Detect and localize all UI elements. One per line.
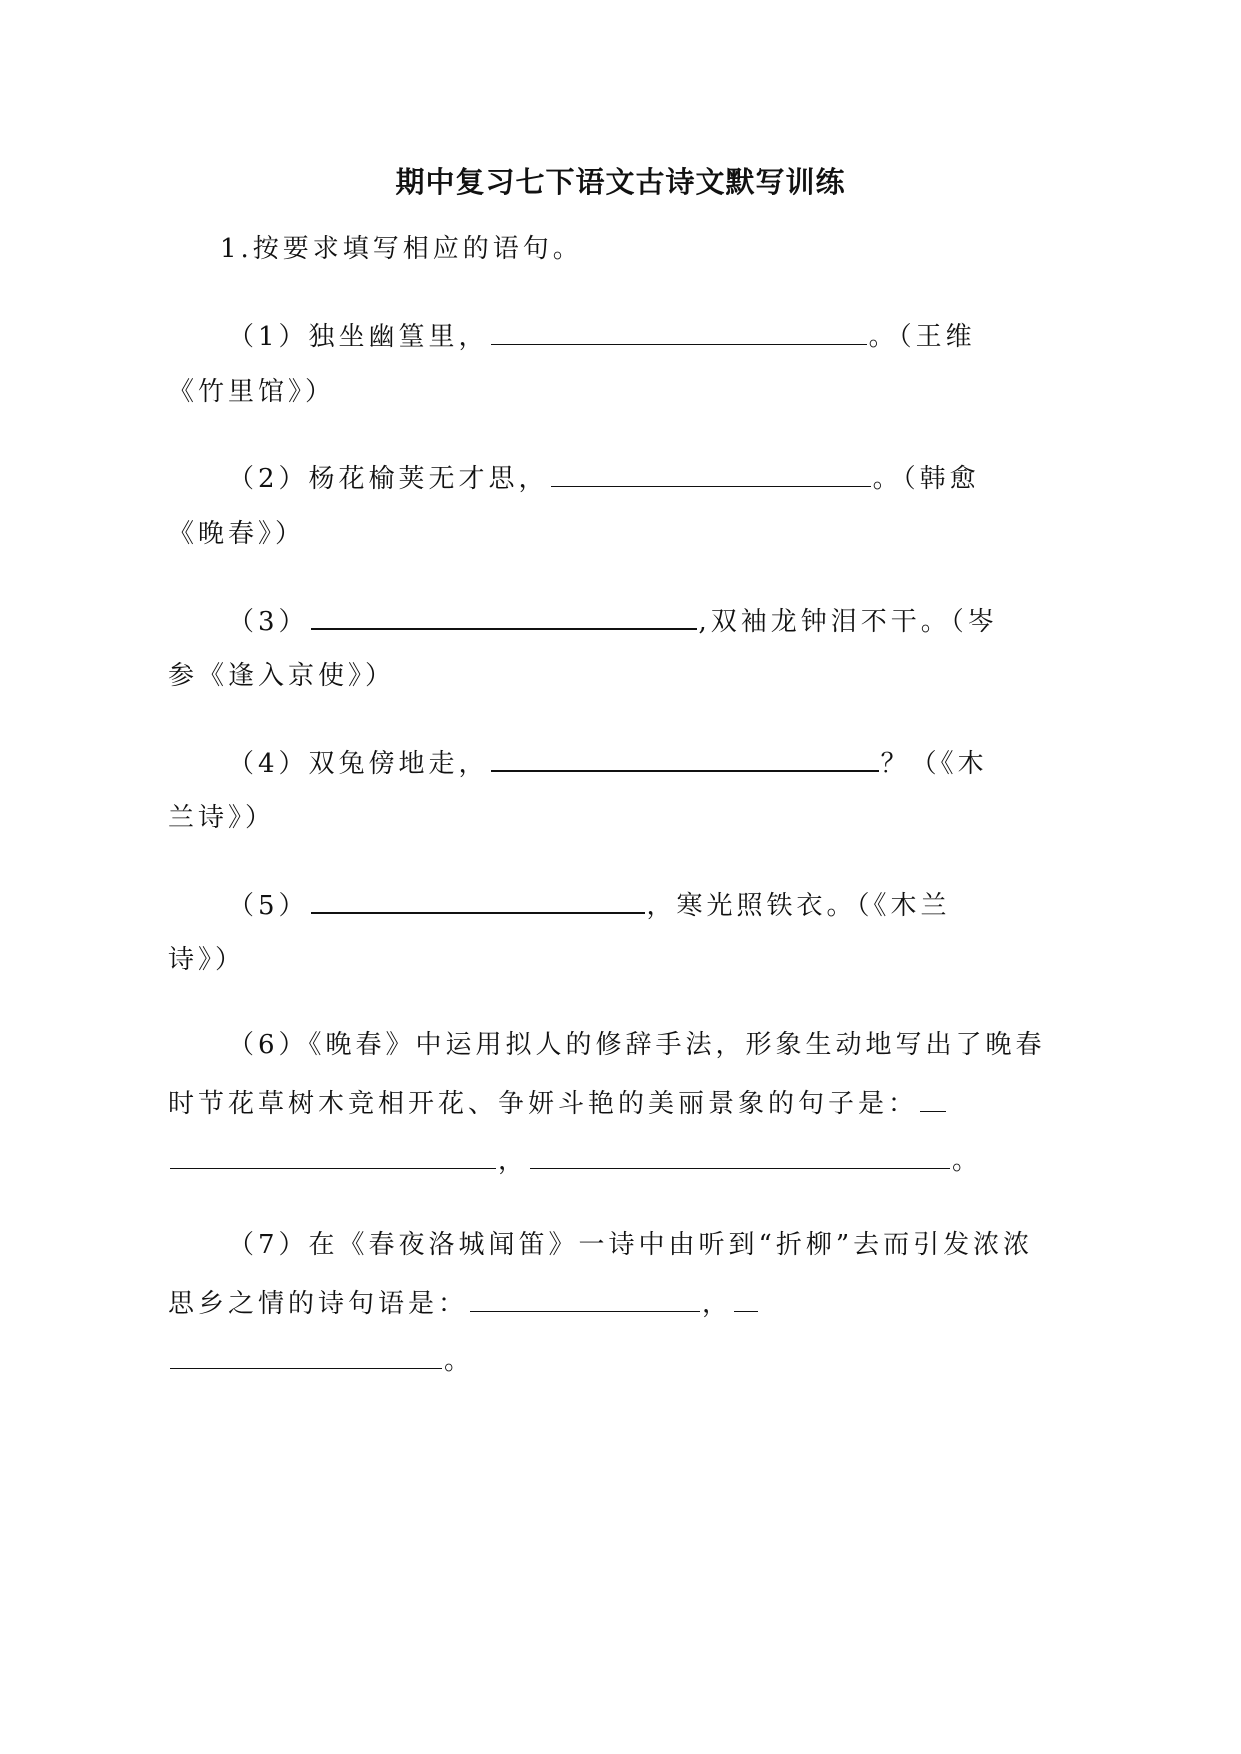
question-number: （5）: [228, 891, 309, 921]
question-number: （3）: [228, 607, 309, 637]
question-2: [228, 460, 980, 496]
question-6-line-2: 时节花草树木竞相开花、争妍斗艳的美丽景象的句子是：: [168, 1085, 948, 1121]
question-6: [228, 1028, 1046, 1062]
answer-blank[interactable]: [920, 1085, 946, 1112]
question-4-continued: 兰诗》）: [168, 803, 276, 833]
answer-blank[interactable]: [311, 886, 645, 914]
question-text: （6）《晚春》中运用拟人的修辞手法，形象生动地写出了晚春: [228, 1030, 1046, 1060]
question-text: 双兔傍地走，: [308, 749, 489, 779]
question-7-line-2: 思乡之情的诗句语是： ，: [168, 1285, 760, 1321]
section-heading: 1.按要求填写相应的语句。: [220, 234, 583, 264]
answer-blank[interactable]: [491, 318, 867, 345]
answer-blank[interactable]: [470, 1285, 700, 1312]
question-1-continued: 《竹里馆》）: [168, 377, 336, 407]
question-source: 。（王维: [868, 322, 976, 352]
question-7-line-3: 。: [168, 1342, 474, 1378]
page-title: 期中复习七下语文古诗文默写训练: [395, 165, 846, 199]
question-4: [228, 744, 988, 781]
question-text: （7）在《春夜洛城闻笛》一诗中由听到“折柳”去而引发浓浓: [228, 1230, 1034, 1260]
question-number: （1）: [228, 322, 309, 352]
question-3-continued: 参《逢入京使》）: [168, 661, 396, 691]
answer-blank[interactable]: [170, 1142, 496, 1169]
answer-blank[interactable]: [734, 1285, 758, 1312]
question-1: [228, 318, 976, 354]
answer-blank[interactable]: [530, 1142, 950, 1169]
question-source: ,双袖龙钟泪不干。（岑: [698, 607, 998, 637]
question-source: ，寒光照铁衣。（《木兰: [646, 891, 951, 921]
question-source: ？（《木: [880, 749, 988, 779]
answer-blank[interactable]: [551, 460, 871, 487]
answer-blank[interactable]: [491, 744, 879, 772]
question-6-line-3: ， 。: [168, 1142, 982, 1178]
answer-blank[interactable]: [311, 602, 697, 630]
question-3: [228, 602, 998, 639]
question-5-continued: 诗》）: [168, 945, 246, 975]
question-text: 独坐幽篁里，: [308, 322, 489, 352]
answer-blank[interactable]: [170, 1342, 442, 1369]
question-source: 。（韩愈: [872, 464, 980, 494]
question-text: 杨花榆荚无才思，: [308, 464, 549, 494]
question-2-continued: 《晚春》）: [168, 519, 306, 549]
question-number: （2）: [228, 464, 309, 494]
question-number: （4）: [228, 749, 309, 779]
question-7: [228, 1228, 1033, 1262]
question-5: [228, 886, 951, 923]
